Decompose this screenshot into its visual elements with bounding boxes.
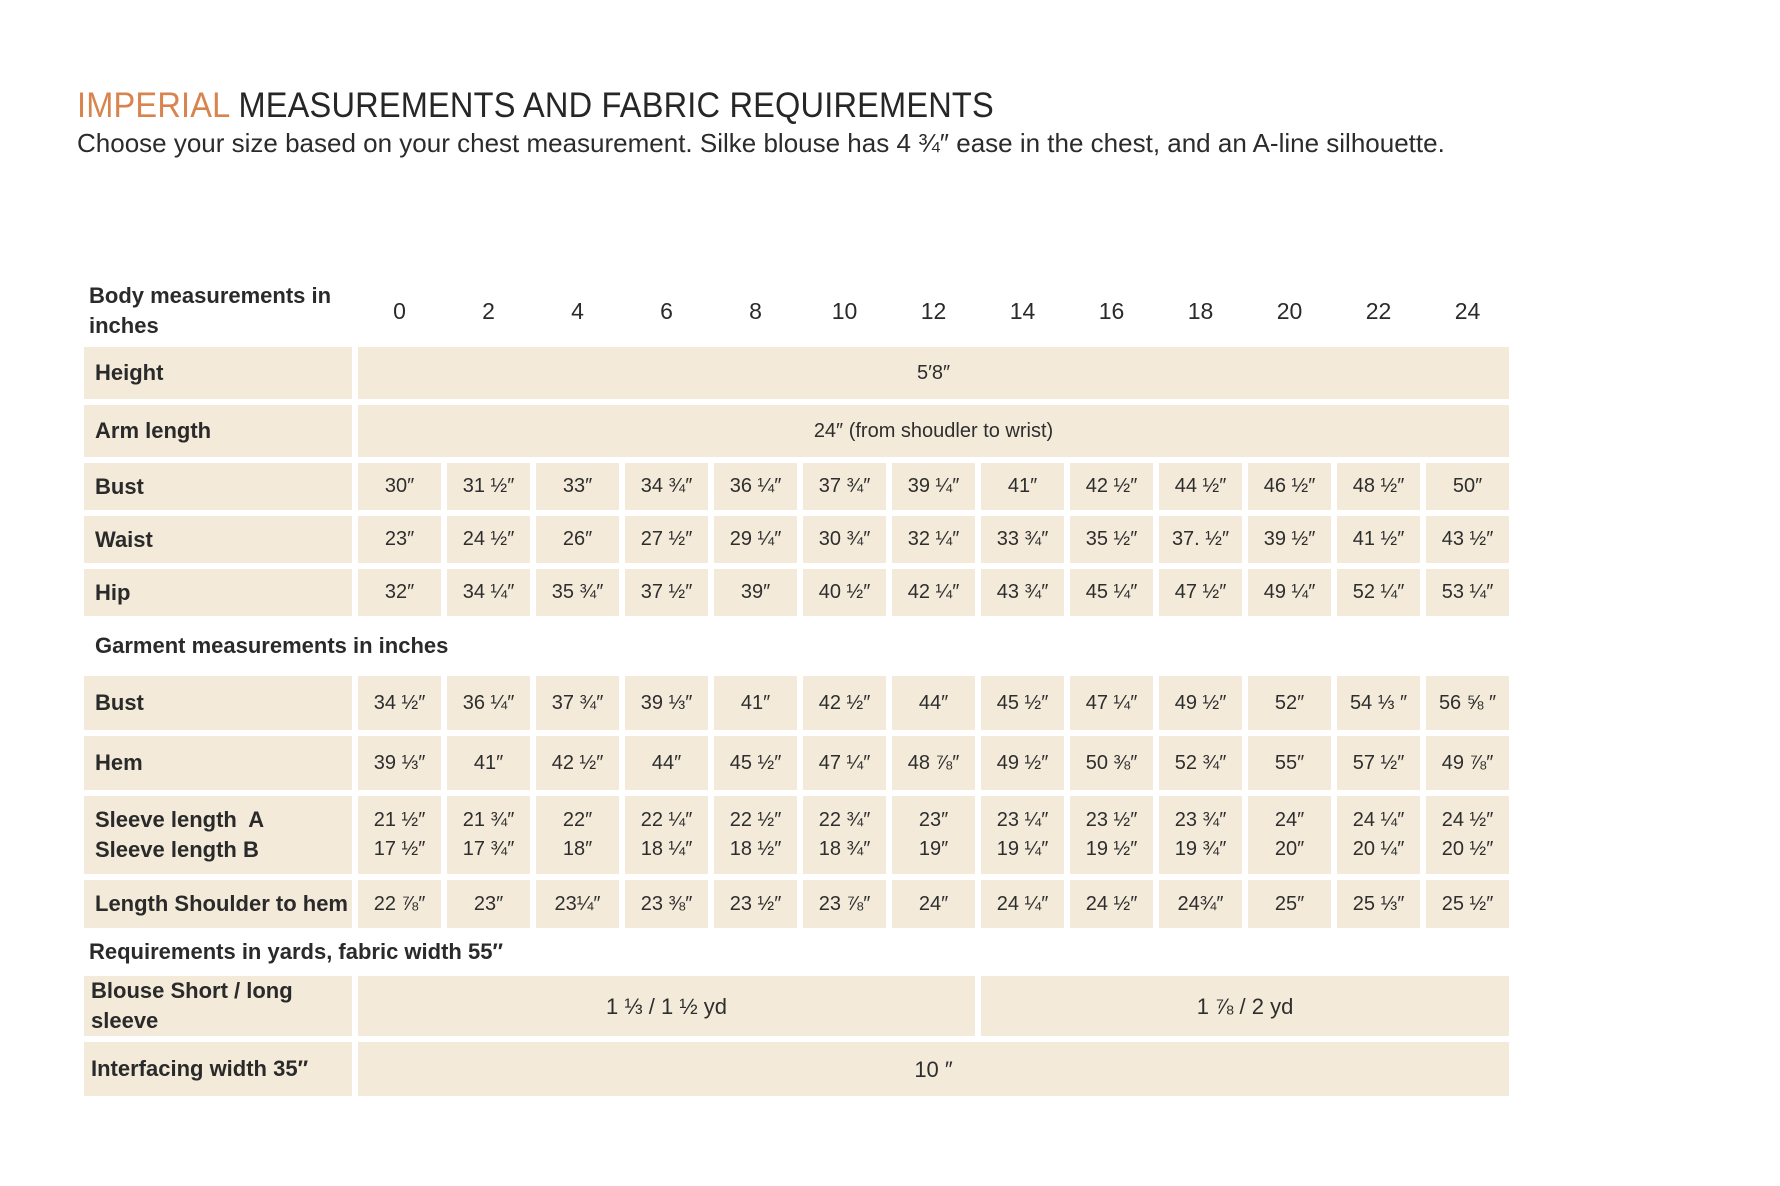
table-cell: 50″ (1426, 463, 1509, 510)
table-cell: 39 ⅓″ (358, 736, 441, 790)
table-cell: 23¼″ (536, 880, 619, 928)
table-cell (803, 796, 886, 874)
table-cell: 34 ¼″ (447, 569, 530, 616)
table-cell: 33″ (536, 463, 619, 510)
table-cell: 34 ¾″ (625, 463, 708, 510)
sleeve-a-value: 23 ½″ (1085, 809, 1138, 831)
table-cell: 42 ½″ (1070, 463, 1153, 510)
table-cell: 57 ½″ (1337, 736, 1420, 790)
arm-length-value: 24″ (from shoudler to wrist) (358, 405, 1509, 457)
size-header: 8 (749, 297, 762, 324)
size-header: 22 (1365, 297, 1392, 324)
requirements-section-row (84, 934, 1509, 970)
table-cell: 34 ½″ (358, 676, 441, 730)
sleeve-a-value: 22 ¾″ (818, 809, 871, 831)
table-cell: 42 ½″ (803, 676, 886, 730)
table-cell: 32 ¼″ (892, 516, 975, 563)
table-cell: 41″ (981, 463, 1064, 510)
size-header: 24 (1454, 297, 1481, 324)
row-label-length-shoulder-to-hem: Length Shoulder to hem (84, 880, 352, 928)
table-cell: 47 ¼″ (803, 736, 886, 790)
table-cell: 36 ¼″ (714, 463, 797, 510)
table-cell: 52 ¼″ (1337, 569, 1420, 616)
sleeve-a-value: 22 ¼″ (640, 809, 693, 831)
sleeve-a-value: 21 ½″ (373, 809, 426, 831)
table-cell: 40 ½″ (803, 569, 886, 616)
table-cell: 43 ¾″ (981, 569, 1064, 616)
table-cell: 24 ½″ (447, 516, 530, 563)
table-cell: 37. ½″ (1159, 516, 1242, 563)
table-cell: 45 ½″ (714, 736, 797, 790)
size-header-row (84, 281, 1509, 341)
body-measurements-heading: Body measurements in inches (89, 283, 332, 338)
row-label-bust: Bust (84, 463, 352, 510)
table-cell: 44″ (625, 736, 708, 790)
page-title (77, 86, 994, 126)
table-cell: 56 ⅝ ″ (1426, 676, 1509, 730)
sleeve-a-value: 22 ½″ (729, 809, 782, 831)
table-cell: 55″ (1248, 736, 1331, 790)
table-cell: 48 ⅞″ (892, 736, 975, 790)
table-cell: 47 ¼″ (1070, 676, 1153, 730)
sleeve-b-value: 18″ (562, 838, 593, 860)
sleeve-a-value: 21 ¾″ (462, 809, 515, 831)
interfacing-yardage: 10 ″ (358, 1042, 1509, 1096)
table-cell: 24 ¼″ (981, 880, 1064, 928)
table-cell: 36 ¼″ (447, 676, 530, 730)
row-label-height: Height (84, 347, 352, 399)
table-cell: 29 ¼″ (714, 516, 797, 563)
table-cell (1070, 796, 1153, 874)
body-bust-row (84, 463, 1509, 510)
row-label-hem: Hem (84, 736, 352, 790)
table-cell: 54 ⅓ ″ (1337, 676, 1420, 730)
size-header: 14 (1009, 297, 1036, 324)
table-cell (1426, 796, 1509, 874)
table-cell (714, 796, 797, 874)
table-cell: 35 ½″ (1070, 516, 1153, 563)
table-cell: 25 ⅓″ (1337, 880, 1420, 928)
table-cell: 44 ½″ (1159, 463, 1242, 510)
length-shoulder-row (84, 880, 1509, 928)
table-cell: 30″ (358, 463, 441, 510)
table-cell: 46 ½″ (1248, 463, 1331, 510)
table-cell: 30 ¾″ (803, 516, 886, 563)
interfacing-requirements-row (84, 1042, 1509, 1096)
arm-length-row (84, 405, 1509, 457)
sleeve-b-value: 18 ¾″ (818, 838, 871, 860)
table-cell: 24 ½″ (1070, 880, 1153, 928)
size-header: 6 (660, 297, 673, 324)
table-cell: 49 ¼″ (1248, 569, 1331, 616)
size-header: 18 (1187, 297, 1214, 324)
sleeve-a-value: 24″ (1274, 809, 1305, 831)
size-header: 4 (571, 297, 584, 324)
title-rest: MEASUREMENTS AND FABRIC REQUIREMENTS (229, 86, 994, 125)
table-cell: 52″ (1248, 676, 1331, 730)
sleeve-b-value: 20 ½″ (1441, 838, 1494, 860)
table-cell: 45 ½″ (981, 676, 1064, 730)
table-cell: 23″ (358, 516, 441, 563)
size-header: 12 (920, 297, 947, 324)
sleeve-a-value: 23 ¾″ (1174, 809, 1227, 831)
table-cell: 24″ (892, 880, 975, 928)
table-cell: 37 ¾″ (803, 463, 886, 510)
table-cell: 39″ (714, 569, 797, 616)
table-cell: 41″ (447, 736, 530, 790)
sleeve-b-value: 18 ¼″ (640, 838, 693, 860)
row-label-waist: Waist (84, 516, 352, 563)
table-cell: 48 ½″ (1337, 463, 1420, 510)
sleeve-b-value: 19 ¾″ (1174, 838, 1227, 860)
table-cell: 37 ¾″ (536, 676, 619, 730)
sleeve-a-value: 23″ (918, 809, 949, 831)
table-cell (1159, 796, 1242, 874)
size-header: 2 (482, 297, 495, 324)
table-cell: 23 ⅜″ (625, 880, 708, 928)
table-cell: 26″ (536, 516, 619, 563)
requirements-heading: Requirements in yards, fabric width 55″ (89, 939, 503, 964)
table-cell: 23″ (447, 880, 530, 928)
garment-section-row (84, 622, 1509, 670)
table-cell: 24¾″ (1159, 880, 1242, 928)
size-header: 16 (1098, 297, 1125, 324)
size-header: 10 (831, 297, 858, 324)
table-cell (981, 796, 1064, 874)
title-accent: IMPERIAL (77, 86, 230, 125)
table-cell: 33 ¾″ (981, 516, 1064, 563)
sleeve-length-row (84, 796, 1509, 874)
size-chart-table (78, 275, 1515, 1102)
table-cell (447, 796, 530, 874)
sleeve-a-value: 24 ¼″ (1352, 809, 1405, 831)
sleeve-b-value: 20″ (1274, 838, 1305, 860)
page-subtitle: Choose your size based on your chest measurement. Silke blouse has 4 ¾″ ease in the chest, and an A-line silhouette. (77, 128, 1445, 158)
table-cell (1248, 796, 1331, 874)
table-cell: 39 ½″ (1248, 516, 1331, 563)
table-cell: 49 ½″ (981, 736, 1064, 790)
sleeve-a-value: 24 ½″ (1441, 809, 1494, 831)
row-label-hip: Hip (84, 569, 352, 616)
table-cell: 25″ (1248, 880, 1331, 928)
size-header: 20 (1276, 297, 1303, 324)
sleeve-a-value: 23 ¼″ (996, 809, 1049, 831)
blouse-yardage-sizes-14-24: 1 ⅞ / 2 yd (981, 976, 1509, 1036)
garment-bust-row (84, 676, 1509, 730)
sleeve-length-b-label: Sleeve length B (95, 837, 259, 862)
height-value: 5′8″ (358, 347, 1509, 399)
sleeve-length-a-label: Sleeve length A (95, 807, 265, 832)
body-waist-row (84, 516, 1509, 563)
table-cell: 39 ⅓″ (625, 676, 708, 730)
table-cell: 43 ½″ (1426, 516, 1509, 563)
table-cell: 35 ¾″ (536, 569, 619, 616)
garment-hem-row (84, 736, 1509, 790)
table-cell: 22 ⅞″ (358, 880, 441, 928)
table-cell: 31 ½″ (447, 463, 530, 510)
table-cell: 41 ½″ (1337, 516, 1420, 563)
size-header: 0 (393, 297, 406, 324)
table-cell: 50 ⅜″ (1070, 736, 1153, 790)
table-cell: 23 ½″ (714, 880, 797, 928)
table-cell (358, 796, 441, 874)
table-cell: 39 ¼″ (892, 463, 975, 510)
sleeve-b-value: 19 ¼″ (996, 838, 1049, 860)
sleeve-b-value: 19″ (918, 838, 949, 860)
table-cell: 49 ⅞″ (1426, 736, 1509, 790)
table-cell: 45 ¼″ (1070, 569, 1153, 616)
table-cell: 32″ (358, 569, 441, 616)
sleeve-b-value: 17 ¾″ (462, 838, 515, 860)
body-hip-row (84, 569, 1509, 616)
table-cell (892, 796, 975, 874)
table-cell: 25 ½″ (1426, 880, 1509, 928)
table-cell: 52 ¾″ (1159, 736, 1242, 790)
table-cell: 42 ¼″ (892, 569, 975, 616)
table-cell: 53 ¼″ (1426, 569, 1509, 616)
table-cell (1337, 796, 1420, 874)
row-label-blouse: Blouse Short / long sleeve (84, 976, 352, 1036)
height-row (84, 347, 1509, 399)
sleeve-b-value: 17 ½″ (373, 838, 426, 860)
row-label-garment-bust: Bust (84, 676, 352, 730)
table-cell: 37 ½″ (625, 569, 708, 616)
table-cell: 27 ½″ (625, 516, 708, 563)
table-cell: 41″ (714, 676, 797, 730)
sleeve-a-value: 22″ (562, 809, 593, 831)
garment-measurements-heading: Garment measurements in inches (95, 633, 449, 658)
table-cell: 47 ½″ (1159, 569, 1242, 616)
row-label-interfacing: Interfacing width 35″ (84, 1042, 352, 1096)
table-cell (536, 796, 619, 874)
table-cell (625, 796, 708, 874)
table-cell: 49 ½″ (1159, 676, 1242, 730)
row-label-arm-length: Arm length (84, 405, 352, 457)
sleeve-b-value: 18 ½″ (729, 838, 782, 860)
row-label-sleeve-length (84, 796, 352, 874)
blouse-yardage-sizes-0-12: 1 ⅓ / 1 ½ yd (358, 976, 975, 1036)
table-cell: 42 ½″ (536, 736, 619, 790)
sleeve-b-value: 20 ¼″ (1352, 838, 1405, 860)
table-cell: 23 ⅞″ (803, 880, 886, 928)
sleeve-b-value: 19 ½″ (1085, 838, 1138, 860)
blouse-requirements-row (84, 976, 1509, 1036)
table-cell: 44″ (892, 676, 975, 730)
